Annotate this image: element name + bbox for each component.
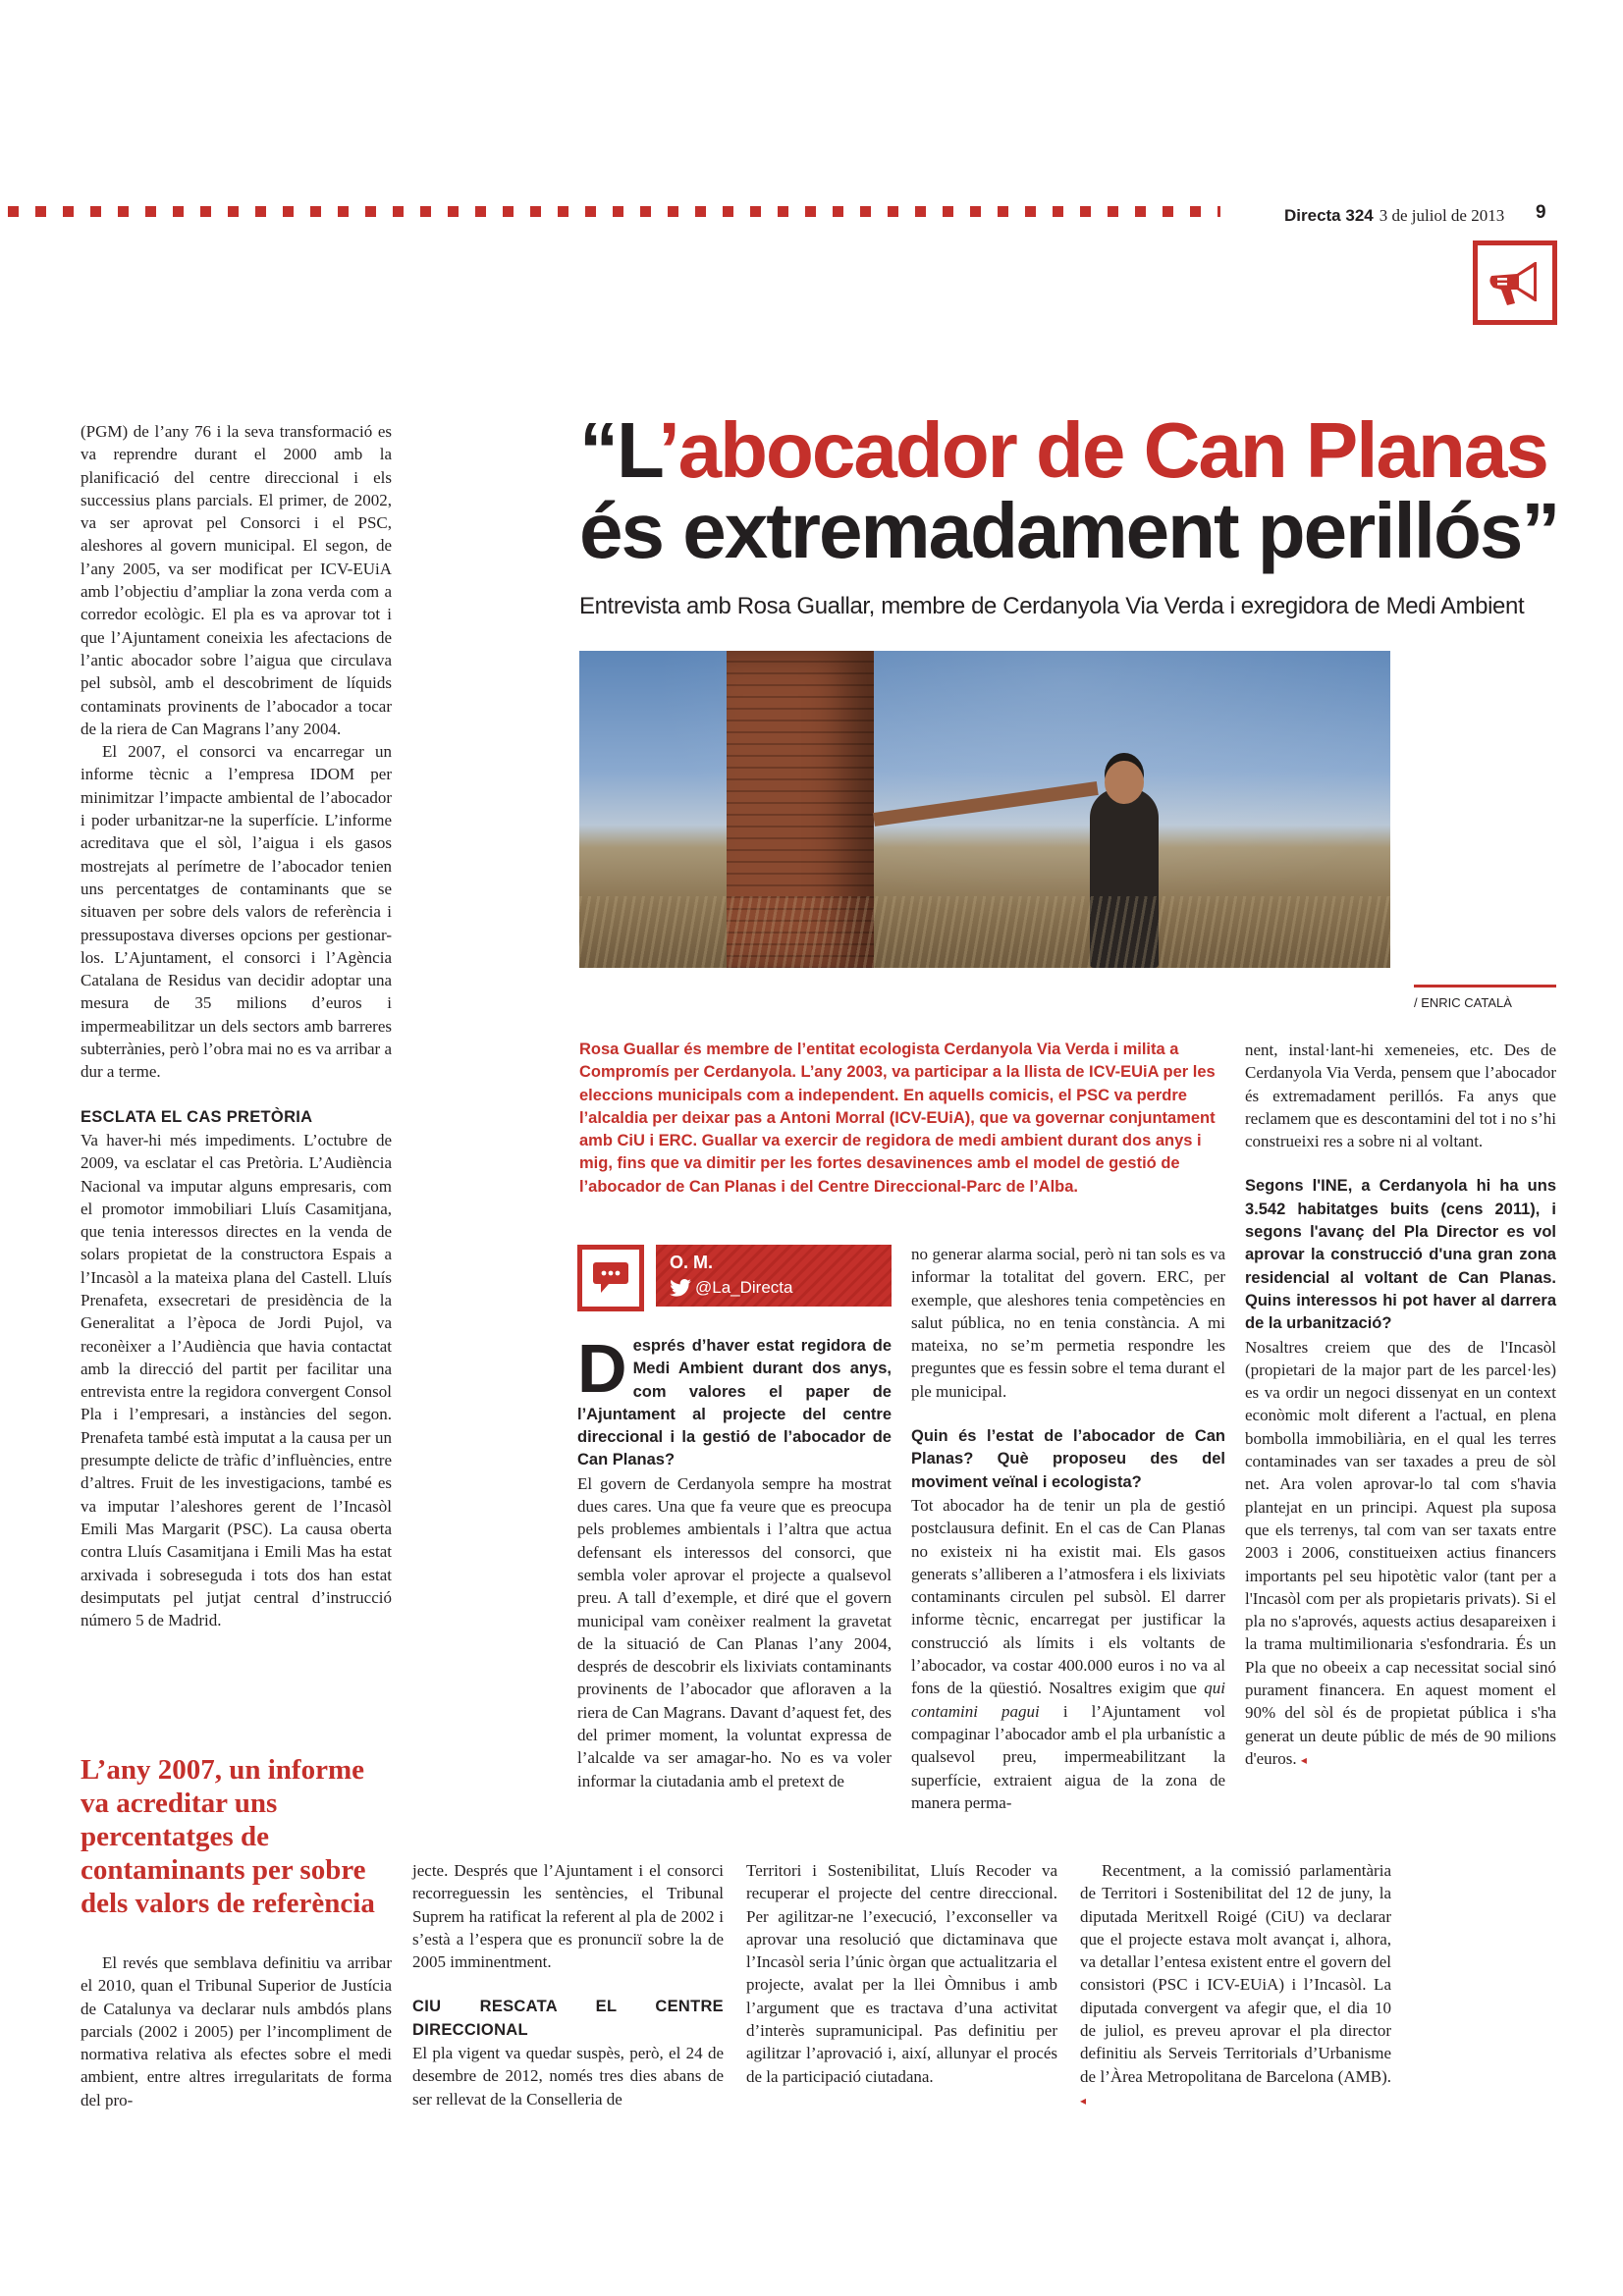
- section-heading: CIU RESCATA EL CENTRE DIRECCIONAL: [412, 1998, 724, 2039]
- paragraph: Va haver-hi més impediments. L’octubre de 2009, va esclatar el cas Pretòria. L’Audiència Nacional va imputar alguns empresaris, com el promotor immobiliari Lluís Casamitjana, que tenia interessos directes en la venda de solars propietat de la constructora Espais a l’Incasòl a la mateixa plana del Castell. Lluís Prenafeta, exsecretari de presidència de la Generalitat a l’època de Jordi Pujol, va reconèixer a l’Audiència que havia contactat amb la direcció del partit per facilitar una entrevista entre la regidora convergent Consol Pla i l’empresari, a instàncies del segon. Prenafeta també està imputat a la causa per un presumpte delicte de tràfic d’influències, entre d’altres. Fruit de les investigacions, també es va imputar l’aleshores gerent de l’Incasòl Emili Mas Margarit (PSC). La causa oberta contra Lluís Casamitjana i Emili Mas ha estat arxivada i sobreseguda i tots dos han estat desimputats pel jutjat central d’instrucció número 5 de Madrid.: [81, 1130, 392, 1630]
- section-heading: ESCLATA EL CAS PRETÒRIA: [81, 1107, 313, 1126]
- question: esprés d’haver estat regidora de Medi Ambient durant dos anys, com valores el paper de l’Ajuntament al projecte del centre direccional i la gestió de l’abocador de Can Planas?: [577, 1337, 892, 1469]
- headline-red: ’abocador de Can Planas: [658, 406, 1547, 494]
- intro-paragraph: Rosa Guallar és membre de l’entitat ecologista Cerdanyola Via Verda i milita a Compromís per Cerdanyola. L’any 2003, va participar a la llista de ICV-EUiA per les eleccions municipals com a independent. En aquells comicis, el PSC va perdre l’alcaldia per deixar pas a Antoni Morral (ICV-EUiA), que va governar conjuntament amb CiU i ERC. Guallar va exercir de regidora de medi ambient durant dos anys i mig, fins que va dimitir per les fortes desavinences amb el model de gestió de l’abocador de Can Planas i del Centre Direccional-Parc de l’Alba.: [579, 1041, 1216, 1196]
- interview-column-3: [1245, 1039, 1556, 1772]
- paragraph: Recentment, a la comissió parlamentària de Territori i Sostenibilitat del 12 de juny, la diputada Meritxell Roigé (CiU) va declarar que el projecte estava molt avançat i, alhora, va detallar l’entesa existent entre el govern del consistori (PSC i ICV-EUiA) i l’Incasòl. La diputada convergent va afegir que, el dia 10 de juliol, es preveu aprovar el pla director definitiu als Serveis Territorials d’Urbanisme de l’Àrea Metropolitana de Barcelona (AMB).: [1080, 1861, 1391, 2086]
- answer: Tot abocador ha de tenir un pla de gestió postclausura definit. En el cas de Can Planas no existeix ni ha existit mai. Els gasos generats s’alliberen a l’atmosfera i els lixiviats contaminants circulen pel subsòl. El darrer informe tècnic, encarregat per justificar la construcció als límits i els voltants de l’abocador, va costar 400.000 euros i no va al fons de la qüestió. Nosaltres exigim que: [911, 1495, 1225, 1698]
- paragraph: El 2007, el consorci va encarregar un informe tècnic a l’empresa IDOM per minimitzar l’impacte ambiental de l’abocador i poder urbanitzar-ne la superfície. L’informe acreditava que el sòl, l’aigua i els gasos mostrejats al perímetre de l’abocador tenien uns percentatges de contaminants que se situaven per sobre dels valors de referència i pressupostava diverses opcions per gestionar-los. L’Ajuntament, el consorci i l’Agència Catalana de Residus van decidir adoptar una mesura de 35 milions d’euros i impermeabilitzar un dels sectors amb barreres subterrànies, però l’obra mai no es va arribar a dur a terme.: [81, 742, 392, 1082]
- question: Quin és l’estat de l’abocador de Can Planas? Què proposeu des del moviment veïnal i ecologista?: [911, 1427, 1225, 1491]
- sidebar-column-3: [412, 1859, 724, 2110]
- headline-line-2: és extremadament perillós”: [579, 487, 1559, 574]
- pull-quote: L’any 2007, un informe va acreditar uns percentatges de contaminants per sobre dels valors de referència: [81, 1754, 375, 1919]
- answer-italic: qui contamini pagui: [911, 1679, 1225, 1721]
- answer: El govern de Cerdanyola sempre ha mostrat dues cares. Una que fa veure que es preocupa pels problemes ambientals i l’altra que actua defensant els interessos del consorci, que sembla voler aprovar el projecte a qualsevol preu. A tall d’exemple, et diré que el govern municipal vam conèixer realment la gravetat de la situació de Can Planas l’any 2004, després de descobrir els lixiviats contaminants provinents de l’abocador que afloraven a la riera de Can Magrans. Davant d’aquest fet, des del primer moment, la voluntat expressa de l’alcalde va ser amagar-ho. No es va voler informar la ciutadania amb el pretext de: [577, 1473, 892, 1790]
- twitter-bird-icon: [670, 1279, 691, 1297]
- author-name: O. M.: [670, 1253, 713, 1272]
- speech-bubble-icon: [577, 1245, 644, 1311]
- interview-photo: [579, 651, 1390, 968]
- drop-cap: D: [577, 1330, 627, 1407]
- twitter-handle-link[interactable]: [670, 1278, 792, 1298]
- paragraph: El pla vigent va quedar suspès, però, el 24 de desembre de 2012, només tres dies abans de ser rellevat de la Conselleria de: [412, 2044, 724, 2109]
- byline-box: [656, 1245, 892, 1307]
- headline-quote-open: “L: [579, 406, 659, 494]
- subtitle: Entrevista amb Rosa Guallar, membre de Cerdanyola Via Verda i exregidora de Medi Ambient: [579, 593, 1525, 619]
- decorative-dotted-rule: [8, 206, 1220, 217]
- answer: i l’Ajuntament vol compaginar l’abocador amb el pla urbanístic a qualsevol preu, impermeabilitzant la superfície, extraient aigua de la zona de manera perma-: [911, 1701, 1225, 1812]
- page-header: [1284, 206, 1504, 226]
- answer: nent, instal·lant-hi xemeneies, etc. Des de Cerdanyola Via Verda, pensem que l’abocador és extremadament perillós. Fa anys que reclamem que es descontamini del tot i no s’hi construeixi res a sobre ni al voltant.: [1245, 1041, 1556, 1151]
- paragraph: jecte. Després que l’Ajuntament i el consorci recorreguessin les sentències, el Tribunal Suprem ha ratificat la referent al pla de 2002 i s’està a l’espera que es pronunciï sobre la de 2005 imminentment.: [412, 1861, 724, 1972]
- end-mark-icon: ◂: [1300, 1752, 1307, 1767]
- credit-rule: [1414, 985, 1556, 988]
- end-mark-icon: ◂: [1080, 2093, 1087, 2108]
- paragraph: (PGM) de l’any 76 i la seva transformació es va reprendre durant el 2000 amb la planificació del centre direccional i els successius plans parcials. El primer, de 2002, va ser aprovat pel Consorci i el PSC, aleshores al govern municipal. El segon, de l’any 2005, va ser modificat per ICV-EUiA amb l’objectiu d’ampliar la zona verda com a corredor ecològic. El pla es va aprovar tot i que l’Ajuntament coneixia les afectacions de l’antic abocador sobre l’aigua que circulava pel subsòl, amb el descobriment de líquids contaminats provinents de l’abocador a tocar de la riera de Can Magrans l’any 2004.: [81, 422, 392, 738]
- answer: no generar alarma social, però ni tan sols es va informar la totalitat del govern. ERC, per exemple, que aleshores tenia competències en salut pública, no en tenia constància. A mi mateixa, no se’m permetia respondre les preguntes que es fessin sobre el tema durant el ple municipal.: [911, 1245, 1225, 1401]
- question: Segons l'INE, a Cerdanyola hi ha uns 3.542 habitatges buits (cens 2011), i segons l'avanç del Pla Director es vol aprovar la construcció d'una gran zona residencial al voltant de Can Planas. Quins interessos hi pot haver al darrera de la urbanització?: [1245, 1177, 1556, 1333]
- page-number: 9: [1536, 202, 1546, 223]
- issue-date: 3 de juliol de 2013: [1379, 206, 1505, 225]
- sidebar-column-2: [81, 1951, 392, 2111]
- paragraph: Territori i Sostenibilitat, Lluís Recoder va recuperar el projecte del centre direccional. Per agilitzar-ne l’execució, l’exconseller va aprovar una resolució que dictaminava que l’Incasòl seria l’únic òrgan que actualitzaria el projecte, avalat per la llei Òmnibus i amb l’argument que es tractava d’una activitat d’interès supramunicipal. Pas definitiu per agilitzar l’aprovació i, així, allunyar el procés de la participació ciutadana.: [746, 1861, 1057, 2086]
- interview-column-1: [577, 1330, 892, 1792]
- sidebar-column-5: [1080, 1859, 1391, 2112]
- publication-name: Directa 324: [1284, 206, 1374, 225]
- megaphone-icon: [1473, 240, 1557, 325]
- paragraph: El revés que semblava definitiu va arribar el 2010, quan el Tribunal Superior de Justícia de Catalunya va declarar nuls ambdós plans parcials (2002 i 2005) per l’incompliment de normativa relativa als efectes sobre el medi ambient, entre altres irregularitats de forma del pro-: [81, 1953, 392, 2109]
- twitter-handle: @La_Directa: [695, 1278, 793, 1297]
- sidebar-column-1: [81, 420, 392, 1631]
- interview-column-2: [911, 1243, 1225, 1814]
- headline: [579, 406, 1559, 574]
- sidebar-column-4: [746, 1859, 1057, 2088]
- answer: Nosaltres creiem que des de l'Incasòl (propietari de la major part de les parcel·les) es va ordir un negoci dissenyat en un context econòmic molt diferent a l'actual, en plena bombolla immobiliària, en el qual les terres contaminades van ser taxades a preu de sòl net. Ara volen aprovar-lo tal com s'havia plantejat en un principi. Aquest pla suposa que els terrenys, tal com van ser taxats entre 2003 i 2006, constitueixen actius financers importants pel seu hipotètic valor (tant per a l'Incasòl com per als propietaris privats). Si el pla no s'aprovés, aquests actius desapareixen i la trama multimilionaria s'esfondraria. És un Pla que no obeeix a cap necessitat social sinó purament financera. En aquest moment el 90% del sòl és de propietat pública i s'ha generat un deute públic de més de 90 milions d'euros.: [1245, 1337, 1556, 1768]
- photo-credit: / ENRIC CATALÀ: [1414, 995, 1512, 1010]
